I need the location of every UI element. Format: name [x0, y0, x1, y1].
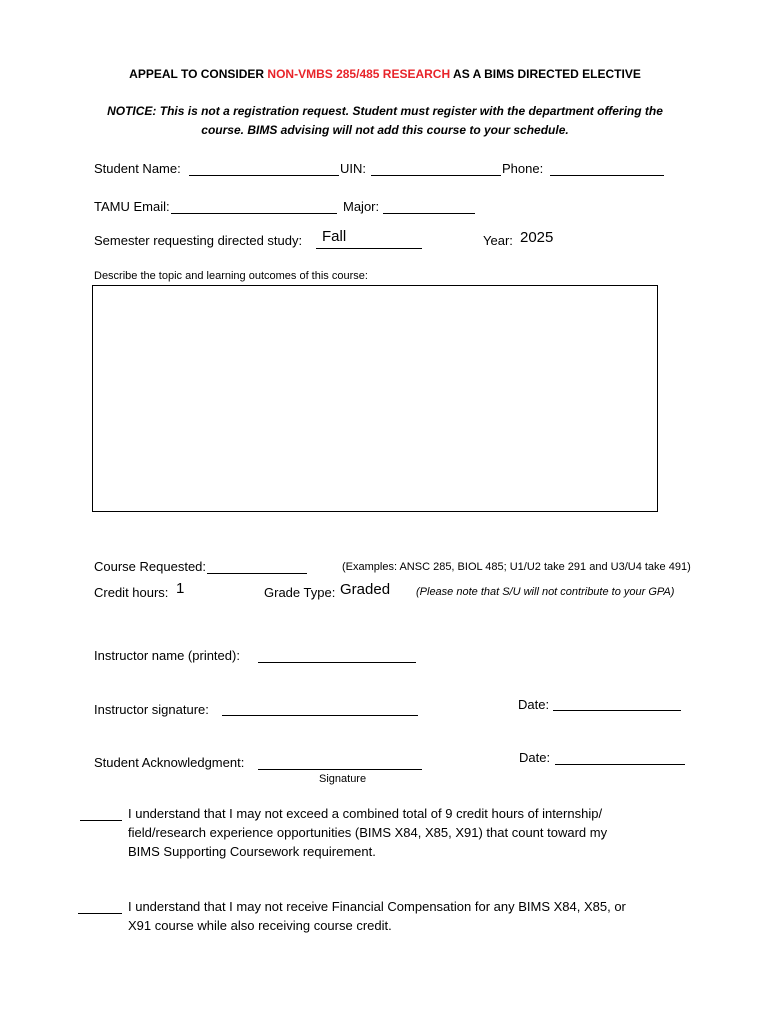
ack-2-line-1: I understand that I may not receive Financial Compensation for any BIMS X84, X85, or — [128, 899, 626, 914]
uin-field[interactable] — [371, 175, 501, 176]
title-highlight: NON-VMBS 285/485 RESEARCH — [267, 67, 451, 81]
student-name-field[interactable] — [189, 175, 339, 176]
date-field-instructor[interactable] — [553, 710, 681, 711]
credit-hours-label: Credit hours: — [94, 585, 169, 600]
student-ack-label: Student Acknowledgment: — [94, 755, 245, 770]
notice-line-2: course. BIMS advising will not add this course to your schedule. — [201, 123, 569, 137]
signature-caption: Signature — [319, 773, 367, 785]
form-title — [0, 67, 770, 81]
major-field[interactable] — [383, 213, 475, 214]
uin-label: UIN: — [340, 161, 366, 176]
grade-note: (Please note that S/U will not contribute to your GPA) — [416, 586, 675, 598]
instructor-signature-label: Instructor signature: — [94, 702, 209, 717]
instructor-name-label: Instructor name (printed): — [94, 648, 240, 663]
date-label-student: Date: — [519, 750, 551, 765]
year-label: Year: — [483, 233, 513, 248]
initials-field-2[interactable] — [78, 913, 122, 914]
ack-1-line-1: I understand that I may not exceed a combined total of 9 credit hours of internship/ — [128, 806, 603, 821]
describe-label: Describe the topic and learning outcomes of this course: — [94, 270, 368, 282]
date-field-student[interactable] — [555, 764, 685, 765]
initials-field-1[interactable] — [80, 820, 122, 821]
course-requested-label: Course Requested: — [94, 559, 207, 574]
course-requested-field[interactable] — [207, 573, 307, 574]
instructor-name-field[interactable] — [258, 662, 416, 663]
phone-field[interactable] — [550, 175, 664, 176]
grade-type-value[interactable]: Graded — [340, 581, 391, 598]
course-description-box[interactable] — [92, 285, 658, 512]
date-label-instructor: Date: — [518, 697, 550, 712]
ack-2-line-2: X91 course while also receiving course credit. — [128, 918, 392, 933]
email-field[interactable] — [171, 213, 337, 214]
phone-label: Phone: — [502, 161, 544, 176]
semester-label: Semester requesting directed study: — [94, 233, 303, 248]
examples-note: (Examples: ANSC 285, BIOL 485; U1/U2 take 291 and U3/U4 take 491) — [342, 561, 691, 573]
year-value[interactable]: 2025 — [520, 229, 554, 246]
notice-line-1: NOTICE: This is not a registration request. Student must register with the department offering the — [107, 104, 663, 118]
student-signature-field[interactable] — [258, 769, 422, 770]
instructor-signature-field[interactable] — [222, 715, 418, 716]
semester-value[interactable]: Fall — [322, 228, 347, 245]
grade-type-label: Grade Type: — [264, 585, 336, 600]
ack-1-line-2: field/research experience opportunities (BIMS X84, X85, X91) that count toward my — [128, 825, 608, 840]
student-name-label: Student Name: — [94, 161, 181, 176]
title-text-end: AS A BIMS DIRECTED ELECTIVE — [450, 67, 641, 81]
ack-1-line-3: BIMS Supporting Coursework requirement. — [128, 844, 376, 859]
major-label: Major: — [343, 199, 380, 214]
title-text: APPEAL TO CONSIDER — [129, 67, 268, 81]
semester-field[interactable] — [316, 248, 422, 249]
email-label: TAMU Email: — [94, 199, 170, 214]
credit-hours-value[interactable]: 1 — [176, 580, 185, 597]
